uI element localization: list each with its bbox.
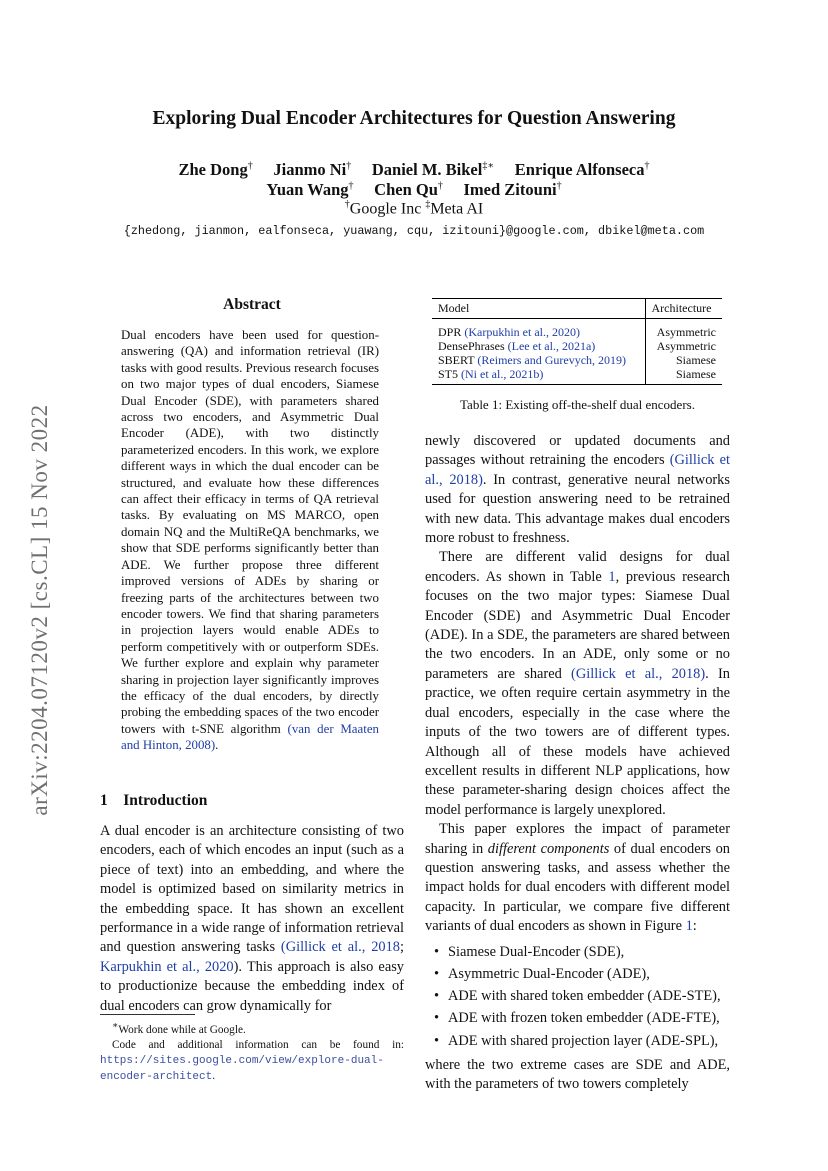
citation-link[interactable]: (Lee et al., 2021a) [507,339,596,353]
variant-list [425,941,730,1052]
model-cell: SBERT (Reimers and Gurevych, 2019) [438,353,627,367]
table-header-row [432,299,722,319]
authors-line-2 [0,180,828,200]
table-row [432,367,722,385]
author: Zhe Dong† [178,160,253,179]
author-emails: {zhedong, jianmon, ealfonseca, yuawang, cqu, izitouni}@google.com, dbikel@meta.com [123,224,705,238]
table-caption: Table 1: Existing off-the-shelf dual encoders. [460,397,695,412]
architecture-cell: Asymmetric [645,319,722,340]
citation-link[interactable]: (Gillick et al., 2018) [425,452,730,488]
authors-line-1 [0,160,828,180]
table-existing-dual-encoders [432,298,722,385]
citation-link[interactable]: (Reimers and Gurevych, 2019) [477,353,627,367]
citation-link[interactable]: (Gillick et al., 2018 [280,939,400,956]
table-row [432,319,722,340]
affiliations: †Google Inc ‡Meta AI [344,199,484,218]
author: Daniel M. Bikel‡∗ [371,160,495,179]
citation-link[interactable]: (Karpukhin et al., 2020) [464,325,580,339]
column-header-model: Model [438,301,470,315]
intro-paragraph: A dual encoder is an architecture consisting of two encoders, each of which encodes an input (such as a piece of text) into an embedding, and where the model is optimized based on similarity metrics in the embedding space. It has shown an excellent performance in a wide range of information retrieval and question answering tasks (Gillick et al., 2018; Karpukhin et al., 2020). This approach is also easy to productionize because the embedding index of dual encoders can grow dynamically for [100,823,404,1014]
arxiv-identifier: arXiv:2204.07120v2 [cs.CL] 15 Nov 2022 [27,404,52,816]
architecture-cell: Siamese [645,367,722,385]
footnote-divider [100,1014,195,1015]
citation-link[interactable]: (van der Maaten and Hinton, 2008) [121,721,379,753]
architecture-cell: Siamese [645,353,722,367]
author: Jianmo Ni† [273,160,352,179]
column-header-architecture: Architecture [645,299,722,319]
citation-link[interactable]: (Ni et al., 2021b) [461,367,544,381]
author: Yuan Wang† [266,180,354,199]
abstract-heading: Abstract [223,296,281,313]
author: Enrique Alfonseca† [514,160,650,179]
list-item: • ADE with shared token embedder (ADE-STE), [425,985,730,1007]
citation-link[interactable]: Karpukhin et al., 2020 [100,958,234,975]
table-row [432,353,722,367]
model-cell: DPR (Karpukhin et al., 2020) [438,325,580,339]
list-item: • Asymmetric Dual-Encoder (ADE), [425,963,730,985]
list-item: • Siamese Dual-Encoder (SDE), [425,941,730,963]
architecture-cell: Asymmetric [645,339,722,353]
citation-link[interactable]: (Gillick et al., 2018) [571,665,706,682]
paragraph: where the two extreme cases are SDE and ADE, with the parameters of two towers completely [425,1057,730,1093]
paragraph: newly discovered or updated documents and passages without retraining the encoders (Gillick et al., 2018). In contrast, generative neural networks used for question answering need to be retrained with new data. This advantage makes dual encoders more robust to freshness. [425,433,730,547]
table-row [432,339,722,353]
footnote-url-link[interactable]: https://sites.google.com/view/explore-dual-encoder-architect [100,1054,384,1083]
paper-title: Exploring Dual Encoder Architectures for Question Answering [152,108,676,129]
footnote: Code and additional information can be found in: https://sites.google.com/view/explore-dual-encoder-architect. [100,1038,404,1083]
author: Chen Qu† [374,180,443,199]
paragraph: There are different valid designs for dual encoders. As shown in Table 1, previous research focuses on the two major types: Siamese Dual Encoder (SDE) and Asymmetric Dual Encoder (ADE). In a SDE, the parameters are shared between the two encoders. In an ADE, only some or no parameters are shared (Gillick et al., 2018). In practice, we often require certain asymmetry in the dual encoders, especially in the case where the inputs of the two towers are of different types. Although all of these models have achieved excellent results in different NLP applications, how these parameter-sharing design choices affect the model performance is largely unexplored. [425,549,731,818]
section-heading-introduction: 1 Introduction [100,792,208,809]
list-item: • ADE with frozen token embedder (ADE-FTE), [425,1007,730,1029]
arxiv-side-stamp [20,360,60,860]
model-cell: ST5 (Ni et al., 2021b) [438,367,544,381]
table-reference-link[interactable]: 1 [608,568,616,585]
abstract-text: Dual encoders have been used for question-answering (QA) and information retrieval (IR) tasks with good results. Previous research focuses on two major types of dual encoders, Siamese Dual Encoder (SDE), with parameters shared across two encoders, and Asymmetric Dual Encoder (ADE), with two distinctly parameterized encoders. In this work, we explore different ways in which the dual encoder can be structured, and evaluate how these differences can affect their efficacy in terms of QA retrieval tasks. By evaluating on MS MARCO, open domain NQ and the MultiReQA benchmarks, we show that SDE performs significantly better than ADE. We further propose three different improved versions of ADEs by sharing or freezing parts of the architectures between two encoder towers. We find that sharing parameters in projection layers would enable ADEs to perform competitively with or outperform SDEs. We further explore and explain why parameter sharing in projection layer significantly improves the efficacy of the dual encoders, by directly probing the embedding spaces of the two encoder towers with t-SNE algorithm (van der Maaten and Hinton, 2008). [121,328,379,753]
figure-reference-link[interactable]: 1 [685,918,693,935]
paragraph: This paper explores the impact of parameter sharing in different components of dual encoders on question answering tasks, and assess whether the impact holds for dual encoders with different model capacity. In particular, we compare five different variants of dual encoders as shown in Figure 1: [425,821,730,935]
author: Imed Zitouni† [463,180,562,199]
right-column-body [425,432,730,1095]
model-cell: DensePhrases (Lee et al., 2021a) [438,339,596,353]
footnote: ∗Work done while at Google. [112,1021,246,1036]
list-item: • ADE with shared projection layer (ADE-SPL), [425,1030,730,1052]
footnotes [100,1019,404,1085]
